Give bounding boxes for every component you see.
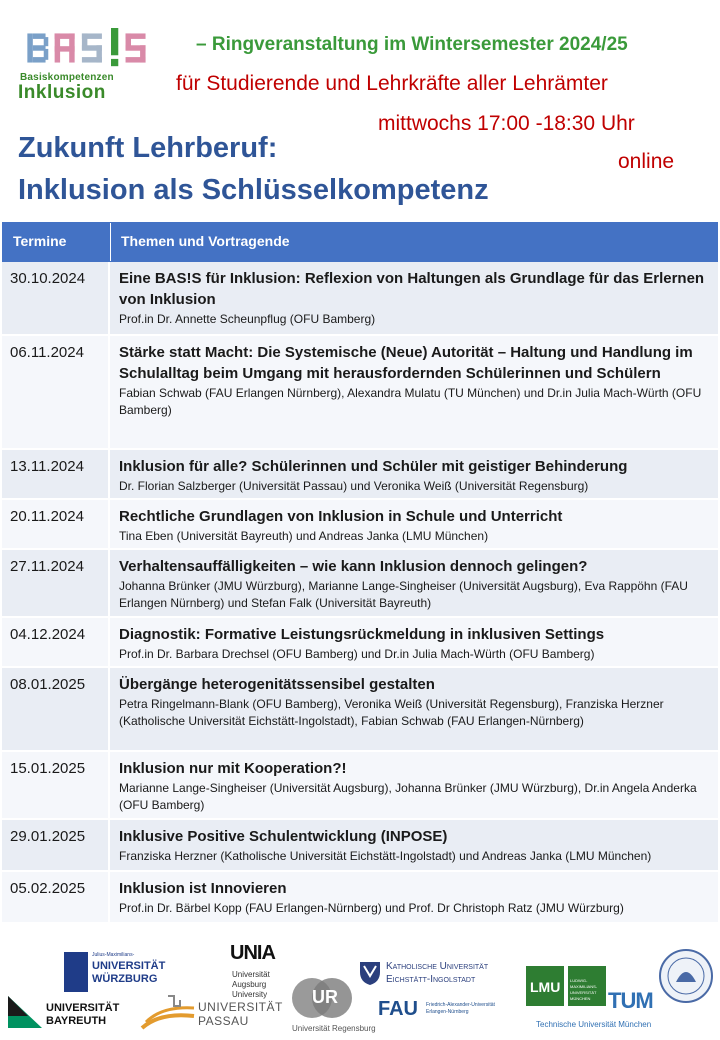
page-title-line1: Zukunft Lehrberuf: [18,132,278,164]
row-date: 04.12.2024 [2,618,110,666]
row-title: Übergänge heterogenitätssensibel gestalten [119,676,435,693]
logo-inklusion: Inklusion [18,82,106,103]
row-topic [110,550,718,616]
row-date: 06.11.2024 [2,336,110,448]
row-speakers: Johanna Brünker (JMU Würzburg), Marianne Lange-Singheiser (Universität Augsburg), Eva Rappöhn (FAU Erlangen Nürnberg) und Stefan Falk (Universität Bayreuth) [119,579,688,610]
augsburg-mark: UNIA [230,942,275,964]
row-title: Inklusion ist Innovieren [119,880,287,897]
row-title: Verhaltensauffälligkeiten – wie kann Inklusion dennoch gelingen? [119,558,588,575]
passau-mark-icon [140,992,196,1032]
logo-subtitle: Basiskompetenzen [20,72,114,83]
row-date: 30.10.2024 [2,262,110,334]
table-row [2,450,718,500]
fau-line2: Erlangen-Nürnberg [426,1009,469,1015]
row-date: 05.02.2025 [2,872,110,922]
table-body [2,262,718,924]
row-date: 13.11.2024 [2,450,110,498]
regensburg-text: Universität Regensburg [292,1024,376,1033]
row-date: 15.01.2025 [2,752,110,818]
tum-text: Technische Universität München [536,1020,652,1029]
schedule-table [2,222,718,924]
row-title: Inklusion nur mit Kooperation?! [119,760,347,777]
table-row [2,500,718,550]
bamberg-seal-icon [658,948,714,1004]
row-topic [110,450,718,498]
logo-uni-wuerzburg [64,952,172,994]
logo-lmu [526,966,606,1006]
table-row [2,618,718,668]
logo-tum [608,988,656,1014]
column-header-dates: Termine [3,223,111,261]
row-speakers: Petra Ringelmann-Blank (OFU Bamberg), Veronika Weiß (Universität Regensburg), Franziska Herzner (Katholische Universität Eichstätt-Ingolstadt), Fabian Schwab (FAU Erlangen-Nürnberg) [119,697,664,728]
row-topic [110,668,718,750]
row-title: Diagnostik: Formative Leistungsrückmeldung in inklusiven Settings [119,626,605,643]
row-speakers: Marianne Lange-Singheiser (Universität Augsburg), Johanna Brünker (JMU Würzburg), Dr.in Angela Anderka (OFU Bamberg) [119,781,697,812]
row-speakers: Prof.in Dr. Barbara Drechsel (OFU Bamberg) und Dr.in Julia Mach-Würth (OFU Bamberg) [119,647,595,661]
wuerzburg-line1: UNIVERSITÄT [92,960,166,972]
fau-mark: FAU [378,998,418,1020]
row-speakers: Fabian Schwab (FAU Erlangen Nürnberg), Alexandra Mulatu (TU München) und Dr.in Julia Mach-Würth (OFU Bamberg) [119,386,702,417]
augsburg-line1: Universität [232,970,270,979]
bayreuth-line2: BAYREUTH [46,1015,107,1027]
row-topic [110,872,718,922]
row-title: Eine BAS!S für Inklusion: Reflexion von Haltungen als Grundlage für das Erlernen von Inklusion [119,270,705,308]
wuerzburg-small: Julius-Maximilians- [92,952,135,958]
wuerzburg-line2: WÜRZBURG [92,973,158,985]
row-topic [110,262,718,334]
row-speakers: Franziska Herzner (Katholische Universität Eichstätt-Ingolstadt) und Andreas Janka (LMU München) [119,849,652,863]
table-row [2,820,718,872]
row-title: Inklusion für alle? Schülerinnen und Schüler mit geistiger Behinderung [119,458,628,475]
row-date: 20.11.2024 [2,500,110,548]
table-row [2,752,718,820]
bayreuth-mark-icon [8,996,42,1028]
table-header [2,222,718,262]
logo-uni-bayreuth [8,996,128,1030]
row-speakers: Tina Eben (Universität Bayreuth) und Andreas Janka (LMU München) [119,529,489,543]
wuerzburg-mark [64,952,88,992]
passau-line2: PASSAU [198,1014,249,1028]
header [0,0,720,222]
page-title-line2: Inklusion als Schlüsselkompetenz [18,174,489,206]
table-row [2,262,718,336]
ringveranstaltung-line: – Ringveranstaltung im Wintersemester 2024/25 [196,34,628,55]
row-date: 27.11.2024 [2,550,110,616]
bayreuth-line1: UNIVERSITÄT [46,1002,120,1014]
table-row [2,872,718,924]
table-row [2,550,718,618]
row-title: Rechtliche Grundlagen von Inklusion in Schule und Unterricht [119,508,563,525]
row-date: 29.01.2025 [2,820,110,870]
row-topic [110,336,718,448]
tum-mark: TUM [608,988,653,1013]
row-speakers: Dr. Florian Salzberger (Universität Passau) und Veronika Weiß (Universität Regensburg) [119,479,589,493]
passau-line1: UNIVERSITÄT [198,1000,283,1014]
table-row [2,668,718,752]
row-speakers: Prof.in Dr. Annette Scheunpflug (OFU Bamberg) [119,312,376,326]
row-topic [110,752,718,818]
row-topic [110,500,718,548]
row-date: 08.01.2025 [2,668,110,750]
row-speakers: Prof.in Dr. Bärbel Kopp (FAU Erlangen-Nürnberg) und Prof. Dr Christoph Ratz (JMU Würzburg) [119,901,624,915]
eichstaett-line1: Katholische Universität [386,961,489,972]
time-line: mittwochs 17:00 -18:30 Uhr [378,112,635,135]
basis-logo-mark [18,28,184,68]
audience-line: für Studierende und Lehrkräfte aller Lehrämter [176,72,608,95]
logo-fau [378,998,528,1028]
table-row [2,336,718,450]
logo-uni-passau [140,992,283,1034]
mode-line: online [618,150,675,173]
row-topic [110,820,718,870]
logo-uni-bamberg-seal [658,948,714,1004]
augsburg-line3: University [232,990,268,999]
partner-logos [0,930,720,1040]
regensburg-mark: UR [312,987,338,1007]
fau-line1: Friedrich-Alexander-Universität [426,1002,495,1008]
lmu-mark: LMU [526,966,564,1006]
eichstaett-line2: Eichstätt-Ingolstadt [386,974,476,985]
row-title: Inklusive Positive Schulentwicklung (INPOSE) [119,828,448,845]
row-topic [110,618,718,666]
basis-logo [14,22,184,102]
column-header-topics: Themen und Vortragende [121,233,290,249]
augsburg-line2: Augsburg [232,980,267,989]
row-title: Stärke statt Macht: Die Systemische (Neue) Autorität – Haltung und Handlung im Schulalltag beim Umgang mit herausfordernden Schülerinnen und Schülern [119,344,693,382]
lmu-text: LUDWIG-MAXIMILIANS-UNIVERSITÄT MÜNCHEN [568,966,606,1006]
